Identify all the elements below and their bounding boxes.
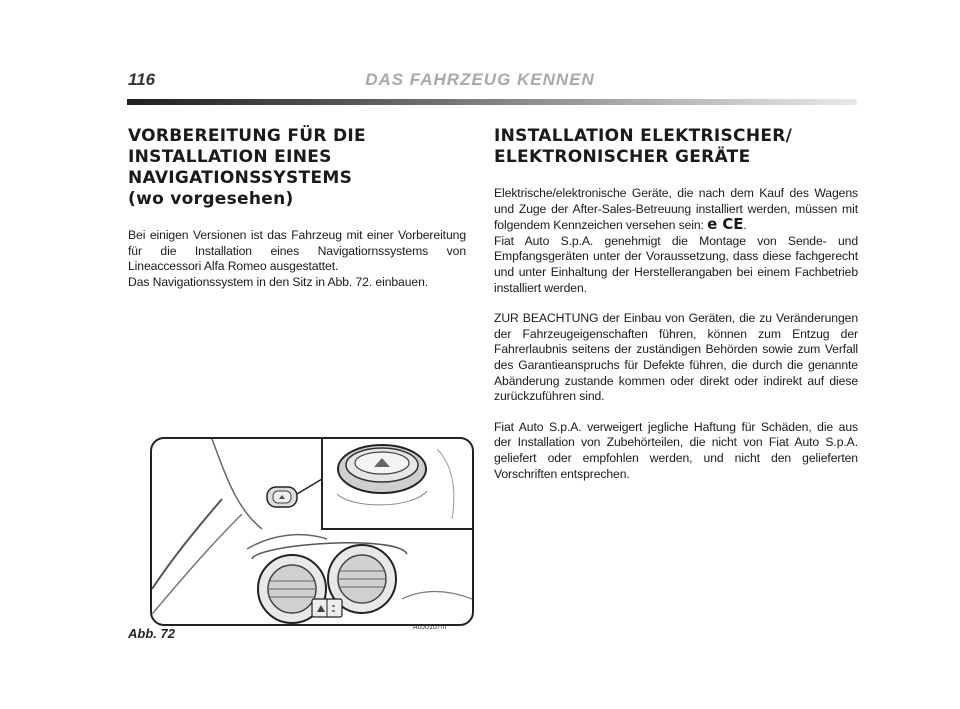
title-line: ELEKTRONISCHER GERÄTE [494, 147, 751, 167]
ce-mark: e CE [707, 215, 744, 234]
figure-code: A0J0107m [413, 624, 447, 631]
punctuation: . [743, 218, 747, 233]
body-paragraph [494, 186, 858, 234]
electrical-section-title [494, 126, 858, 168]
switch-panel [312, 599, 342, 617]
title-line: INSTALLATION EINES [128, 147, 332, 167]
body-paragraph: Fiat Auto S.p.A. genehmigt die Montage von Sende- und Empfangsgeräten unter der Voraussetzung, dass diese fachgerecht und unter Einhaltung der Herstellerangaben bei einem Fachbetrieb installiert werden. [494, 233, 858, 295]
figure-caption: Abb. 72 [128, 626, 175, 641]
body-paragraph: Das Navigationssystem in den Sitz in Abb. 72. einbauen. [128, 274, 429, 289]
body-text: Elektrische/elektronische Geräte, die nach dem Kauf des Wagens und Zuge der After-Sales-Betreuung installiert werden, müssen mit folgendem Kennzeichen versehen sein: [494, 186, 858, 233]
figure-dashboard-illustration [150, 437, 474, 626]
warning-paragraph: ZUR BEACHTUNG der Einbau von Geräten, die zu Veränderungen der Fahrzeugeigenschaften führen, können zum Entzug der Fahrerlaubnis seitens der zuständigen Behörden sowie zum Verfall des Garantieanspruchs für Defekte führen, die durch die genannte Abänderung zustande kommen oder direkt oder indirekt auf diese zurückzuführen sind. [494, 311, 858, 404]
zoom-inset [322, 439, 472, 529]
title-line: VORBEREITUNG FÜR DIE [128, 126, 366, 146]
header-rule [127, 99, 857, 105]
left-column [128, 126, 466, 290]
navigation-socket [267, 487, 297, 507]
running-title: DAS FAHRZEUG KENNEN [365, 70, 595, 89]
page-number: 116 [128, 70, 156, 89]
right-column [494, 126, 858, 482]
dashboard-drawing [152, 439, 472, 624]
title-line: (wo vorgesehen) [128, 189, 294, 209]
body-paragraph: Bei einigen Versionen ist das Fahrzeug mit einer Vorbereitung für die Installation eines Navigatiornssystems von Lineaccessori Alfa Romeo ausgestattet. [128, 228, 466, 274]
navigation-section-title [128, 126, 466, 210]
title-line: INSTALLATION ELEKTRISCHER/ [494, 126, 793, 146]
title-line: NAVIGATIONSSYSTEMS [128, 168, 353, 188]
body-paragraph: Fiat Auto S.p.A. verweigert jegliche Haftung für Schäden, die aus der Installation von Zubehörteilen, die nicht von Fiat Auto S.p.A. geliefert oder empfohlen werden, und nicht den gelieferten Vorschriften entsprechen. [494, 419, 858, 481]
